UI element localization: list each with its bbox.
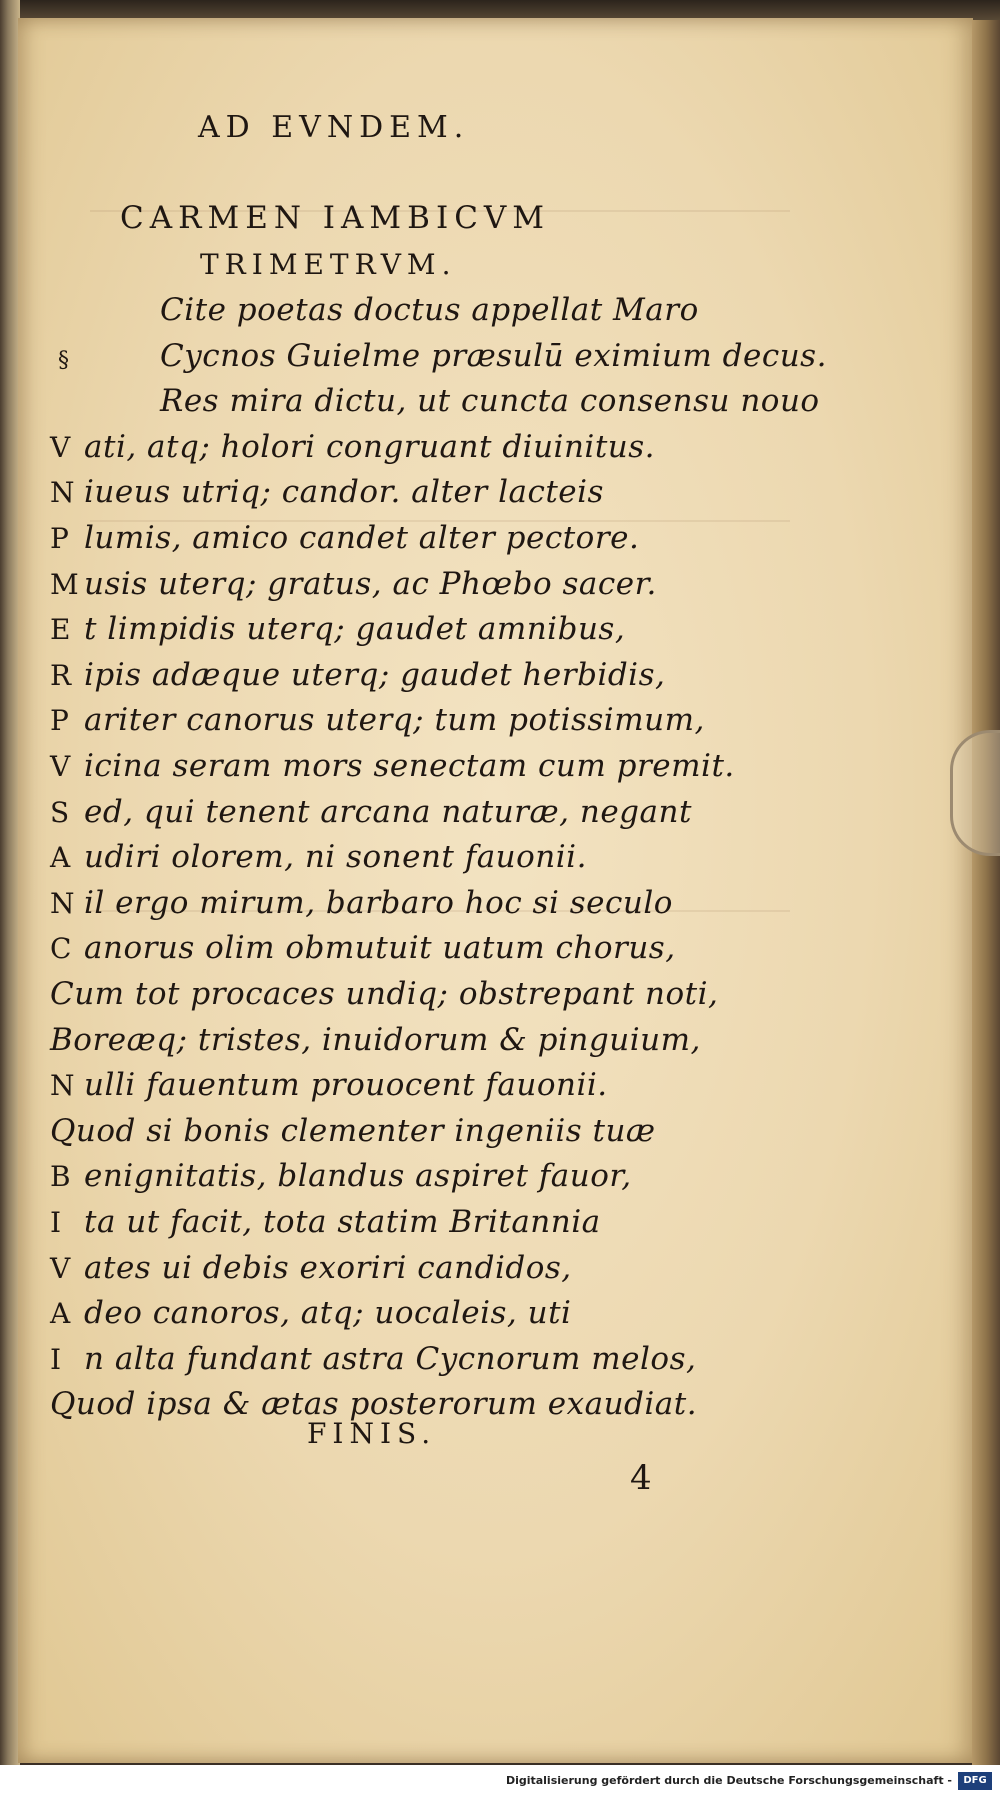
verse-line: [160, 383, 820, 419]
book-left-edge: [0, 0, 20, 1765]
verse-line: [50, 885, 673, 921]
verse-initial: B: [50, 1160, 72, 1193]
verse-text: t limpidis uterq; gaudet amnibus,: [84, 611, 626, 647]
verse-line: [50, 520, 639, 556]
verse-initial: N: [50, 476, 75, 509]
dfg-logo: DFG: [958, 1772, 992, 1790]
margin-marker: §: [58, 348, 69, 373]
verse-text: iueus utriq; candor. alter lacteis: [84, 474, 604, 510]
verse-text: Cite poetas doctus appellat Maro: [160, 292, 699, 328]
verse-initial: V: [50, 750, 71, 783]
verse-text: ed, qui tenent arcana naturæ, negant: [84, 794, 692, 830]
verse-line: [50, 566, 657, 602]
poem-heading-line1: CARMEN IAMBICVM: [120, 200, 551, 236]
poem-heading-line2: TRIMETRVM.: [200, 248, 457, 281]
verse-text: lumis, amico candet alter pectore.: [84, 520, 640, 556]
verse-text: Res mira dictu, ut cuncta consensu nouo: [160, 383, 820, 419]
verse-line: [50, 1067, 608, 1103]
verse-initial: C: [50, 932, 72, 965]
verse-text: icina seram mors senectam cum premit.: [84, 748, 735, 784]
verse-text: ati, atq; holori congruant diuinitus.: [84, 429, 656, 465]
verse-initial: A: [50, 841, 71, 874]
verse-line: [50, 1250, 572, 1286]
verse-line: [50, 657, 665, 693]
verse-text: enignitatis, blandus aspiret fauor,: [84, 1158, 632, 1194]
verse-text: Cum tot procaces undiq; obstrepant noti,: [50, 976, 719, 1012]
verse-line: [50, 976, 718, 1012]
verse-initial: V: [50, 1252, 71, 1285]
book-right-edge: [972, 20, 1000, 1765]
verse-text: il ergo mirum, barbaro hoc si seculo: [84, 885, 673, 921]
verse-text: Cycnos Guielme præsulū eximium decus.: [160, 338, 827, 374]
verse-text: udiri olorem, ni sonent fauonii.: [84, 839, 587, 875]
verse-initial: I: [50, 1343, 62, 1376]
verse-line: [50, 1295, 571, 1331]
verse-line: [50, 429, 655, 465]
verse-initial: R: [50, 659, 72, 692]
verse-text: ates ui debis exoriri candidos,: [84, 1250, 572, 1286]
verse-text: ulli fauentum prouocent fauonii.: [84, 1067, 608, 1103]
page-clip: [950, 730, 1000, 856]
verse-text: deo canoros, atq; uocaleis, uti: [84, 1295, 572, 1331]
verse-line: [50, 794, 692, 830]
verse-initial: V: [50, 431, 71, 464]
verse-initial: E: [50, 613, 71, 646]
verse-line: [50, 611, 625, 647]
verse-initial: I: [50, 1206, 62, 1239]
verse-line: [50, 1204, 601, 1240]
verse-line: [50, 748, 735, 784]
verse-initial: A: [50, 1297, 71, 1330]
verse-line: [50, 1158, 632, 1194]
footer-bar: [0, 1765, 1000, 1800]
verse-text: usis uterq; gratus, ac Phœbo sacer.: [84, 566, 657, 602]
verse-text: Quod si bonis clementer ingeniis tuæ: [50, 1113, 656, 1149]
verse-text: ariter canorus uterq; tum potissimum,: [84, 702, 705, 738]
verse-text: Quod ipsa & ætas posterorum exaudiat.: [50, 1386, 698, 1422]
verse-line: [50, 930, 676, 966]
verse-line: [50, 474, 604, 510]
verse-text: ipis adæque uterq; gaudet herbidis,: [84, 657, 666, 693]
verse-initial: M: [50, 568, 80, 601]
verse-text: Boreæq; tristes, inuidorum & pinguium,: [50, 1022, 701, 1058]
verse-line: [50, 839, 587, 875]
verse-initial: N: [50, 1069, 75, 1102]
verse-text: anorus olim obmutuit uatum chorus,: [84, 930, 676, 966]
verse-initial: P: [50, 704, 70, 737]
verse-initial: P: [50, 522, 70, 555]
page-number: 4: [630, 1458, 652, 1498]
verse-text: ta ut facit, tota statim Britannia: [84, 1204, 601, 1240]
verse-line: [160, 292, 699, 328]
footer-credit: Digitalisierung gefördert durch die Deutsche Forschungsgemeinschaft -: [505, 1774, 952, 1787]
page-title: AD EVNDEM.: [198, 110, 470, 145]
verse-line: [50, 1341, 696, 1377]
verse-text: n alta fundant astra Cycnorum melos,: [84, 1341, 697, 1377]
verse-line: [50, 702, 705, 738]
finis-label: FINIS.: [307, 1417, 437, 1450]
verse-initial: N: [50, 887, 75, 920]
verse-line: [50, 1113, 656, 1149]
verse-initial: S: [50, 796, 70, 829]
verse-line: [160, 338, 827, 374]
verse-line: [50, 1022, 701, 1058]
